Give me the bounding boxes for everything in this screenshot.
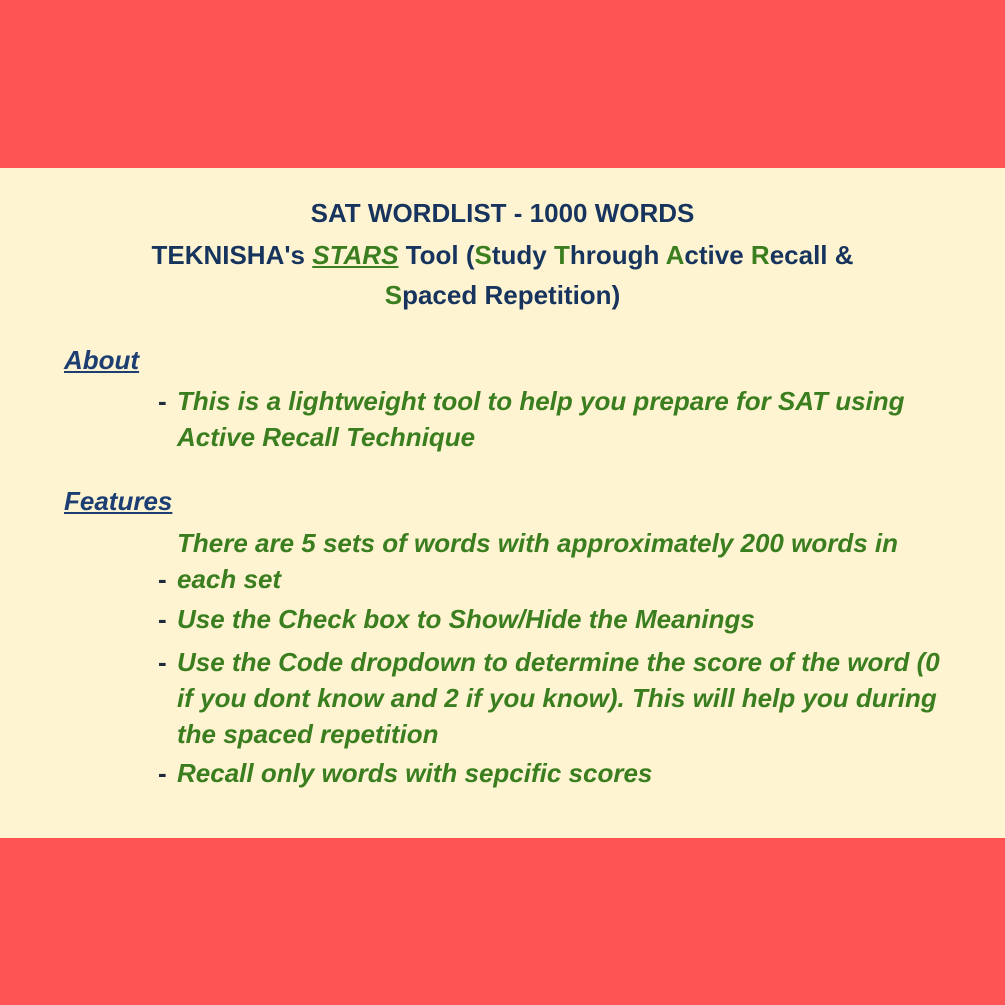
feature-item-text: Use the Code dropdown to determine the score of the word (0 if you dont know and 2 if you know). This will help you during the spaced repetition: [177, 647, 940, 749]
about-heading: About: [64, 345, 140, 375]
brand-prefix: TEKNISHA's: [151, 240, 313, 270]
bullet-dash: -: [158, 604, 167, 634]
acronym-letter-t: T: [553, 240, 570, 270]
acronym-letter-s: S: [474, 240, 492, 270]
acronym-rest-through: hrough: [569, 240, 666, 270]
bullet-dash: -: [158, 564, 167, 594]
about-item-text: This is a lightweight tool to help you prepare for SAT using Active Recall Technique: [177, 386, 905, 452]
acronym-rest-spaced: paced Repetition): [402, 280, 621, 310]
page-title: SAT WORDLIST - 1000 WORDS: [310, 198, 695, 228]
feature-item-text: Recall only words with sepcific scores: [177, 758, 653, 788]
acronym-rest-recall: ecall &: [769, 240, 854, 270]
about-item: [158, 383, 958, 455]
feature-item-code-dropdown: [158, 644, 958, 752]
feature-item-text: There are 5 sets of words with approximately 200 words in each set: [177, 528, 899, 594]
acronym-rest-study: tudy: [491, 240, 554, 270]
feature-item-recall: [158, 755, 958, 791]
acronym-letter-a: A: [665, 240, 685, 270]
bullet-dash: -: [158, 386, 167, 416]
tool-word: Tool (: [398, 240, 475, 270]
acronym-rest-active: ctive: [684, 240, 751, 270]
feature-item-checkbox: [158, 601, 958, 637]
features-heading: Features: [64, 486, 173, 516]
tool-title-continued: [0, 280, 1005, 310]
bullet-dash: -: [158, 647, 167, 677]
bullet-dash: -: [158, 758, 167, 788]
feature-item-text: Use the Check box to Show/Hide the Meanings: [177, 604, 755, 634]
acronym-letter-s2: S: [384, 280, 403, 310]
stars-link[interactable]: STARS: [312, 240, 399, 270]
feature-item-sets: [158, 525, 958, 597]
tool-title: [0, 240, 1005, 270]
acronym-letter-r: R: [750, 240, 770, 270]
